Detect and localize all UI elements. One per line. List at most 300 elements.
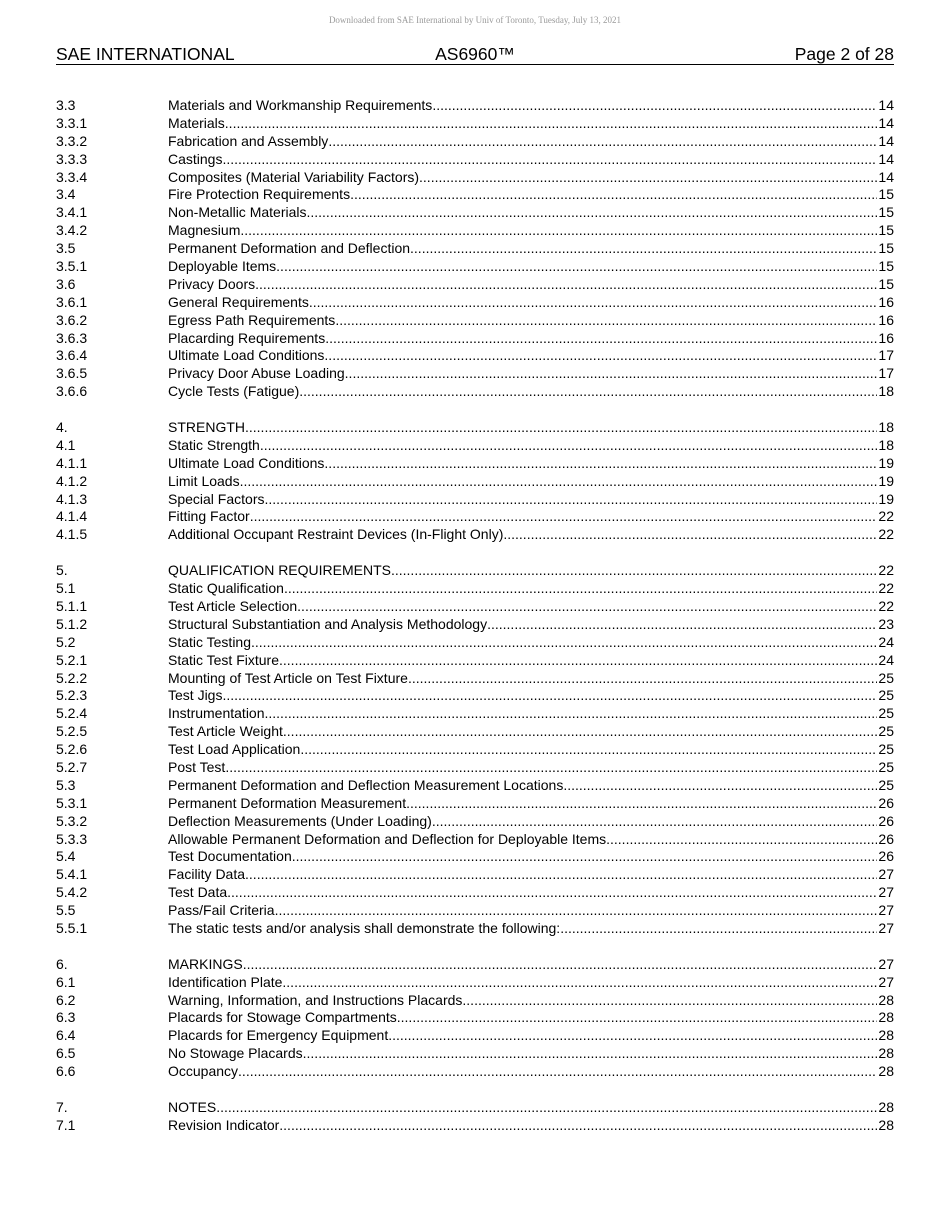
toc-spacer xyxy=(56,938,894,956)
toc-page-number: 28 xyxy=(878,1063,894,1080)
toc-entry-line xyxy=(168,1009,894,1027)
toc-dot-leader xyxy=(328,133,877,151)
page-header xyxy=(56,44,894,65)
toc-section-number: 5.3.1 xyxy=(56,794,88,811)
toc-section-title[interactable]: Permanent Deformation and Deflection xyxy=(168,240,411,257)
toc-section-title[interactable]: No Stowage Placards xyxy=(168,1045,303,1062)
toc-page-number: 28 xyxy=(878,1116,894,1133)
toc-section-title[interactable]: Placarding Requirements xyxy=(168,329,326,346)
toc-entry[interactable] xyxy=(56,508,894,526)
toc-section-title[interactable]: Pass/Fail Criteria xyxy=(168,902,275,919)
toc-page-number: 25 xyxy=(878,758,894,775)
toc-dot-leader xyxy=(255,276,877,294)
toc-dot-leader xyxy=(245,419,877,437)
toc-section-number: 5.4.2 xyxy=(56,884,88,901)
toc-section-number: 4.1.4 xyxy=(56,508,88,525)
toc-entry[interactable] xyxy=(56,473,894,491)
table-of-contents xyxy=(56,97,894,1135)
toc-section-number: 5.3.2 xyxy=(56,812,88,829)
toc-entry[interactable] xyxy=(56,866,894,884)
toc-section-title[interactable]: Castings xyxy=(168,150,223,167)
toc-section-title[interactable]: Test Article Weight xyxy=(168,723,283,740)
toc-page-number: 14 xyxy=(878,97,894,113)
toc-dot-leader xyxy=(292,848,878,866)
toc-entry-line xyxy=(168,598,894,616)
toc-dot-leader xyxy=(606,831,877,849)
toc-dot-leader xyxy=(240,473,878,491)
toc-dot-leader xyxy=(324,347,877,365)
toc-section-title[interactable]: Warning, Information, and Instructions Placards xyxy=(168,991,463,1008)
toc-dot-leader xyxy=(563,777,877,795)
toc-entry-line xyxy=(168,437,894,455)
toc-page-number: 17 xyxy=(878,347,894,364)
toc-entry-line xyxy=(168,97,894,115)
toc-page-number: 25 xyxy=(878,741,894,758)
toc-page-number: 27 xyxy=(878,955,894,972)
toc-dot-leader xyxy=(283,723,878,741)
toc-page-number: 27 xyxy=(878,973,894,990)
toc-entry[interactable] xyxy=(56,652,894,670)
toc-page-number: 19 xyxy=(878,454,894,471)
toc-page-number: 27 xyxy=(878,884,894,901)
toc-entry-line xyxy=(168,473,894,491)
toc-section-title[interactable]: Test Jigs xyxy=(168,687,223,704)
toc-dot-leader xyxy=(306,204,877,222)
toc-dot-leader xyxy=(408,670,877,688)
toc-entry[interactable] xyxy=(56,831,894,849)
toc-entry[interactable] xyxy=(56,258,894,276)
download-watermark: Downloaded from SAE International by Univ of Toronto, Tuesday, July 13, 2021 xyxy=(328,15,622,25)
toc-page-number: 17 xyxy=(878,365,894,382)
toc-entry-line xyxy=(168,491,894,509)
toc-section-title[interactable]: Facility Data xyxy=(168,866,246,883)
toc-entry[interactable] xyxy=(56,920,894,938)
toc-dot-leader xyxy=(276,258,877,276)
toc-page-number: 25 xyxy=(878,669,894,686)
toc-page-number: 27 xyxy=(878,902,894,919)
toc-page-number: 27 xyxy=(878,866,894,883)
toc-section-title[interactable]: Cycle Tests (Fatigue) xyxy=(168,383,300,400)
toc-dot-leader xyxy=(432,813,878,831)
toc-page-number: 14 xyxy=(878,168,894,185)
toc-dot-leader xyxy=(503,526,877,544)
toc-section-number: 3.3.2 xyxy=(56,132,88,149)
toc-page-number: 15 xyxy=(878,204,894,221)
toc-dot-leader xyxy=(462,992,877,1010)
toc-section-number: 6.1 xyxy=(56,973,76,990)
toc-page-number: 18 xyxy=(878,436,894,453)
toc-page-number: 26 xyxy=(878,812,894,829)
toc-section-title[interactable]: Static Test Fixture xyxy=(168,651,280,668)
toc-section-number: 6.5 xyxy=(56,1045,76,1062)
toc-section-number: 4.1 xyxy=(56,436,76,453)
header-page-number: Page 2 of 28 xyxy=(794,44,894,64)
toc-page-number: 28 xyxy=(878,1045,894,1062)
toc-dot-leader xyxy=(279,1117,877,1135)
toc-section-number: 3.4.2 xyxy=(56,222,88,239)
toc-section-number: 5.2.1 xyxy=(56,651,88,668)
toc-page-number: 22 xyxy=(878,562,894,579)
toc-entry-line xyxy=(168,1027,894,1045)
toc-entry-line xyxy=(168,1117,894,1135)
toc-section-title[interactable]: QUALIFICATION REQUIREMENTS xyxy=(168,562,391,579)
toc-entry[interactable] xyxy=(56,598,894,616)
toc-section-title[interactable]: STRENGTH xyxy=(168,419,245,436)
toc-entry[interactable] xyxy=(56,848,894,866)
toc-entry[interactable] xyxy=(56,992,894,1010)
toc-entry-line xyxy=(168,347,894,365)
toc-entry-line xyxy=(168,920,894,938)
toc-entry[interactable] xyxy=(56,240,894,258)
toc-entry[interactable] xyxy=(56,294,894,312)
toc-entry-line xyxy=(168,831,894,849)
toc-section-number: 5.2.2 xyxy=(56,669,88,686)
toc-entry[interactable] xyxy=(56,741,894,759)
toc-page-number: 26 xyxy=(878,848,894,865)
toc-entry-line xyxy=(168,723,894,741)
toc-section-title[interactable]: Fabrication and Assembly xyxy=(168,132,329,149)
toc-dot-leader xyxy=(251,634,877,652)
toc-section-number: 5.2 xyxy=(56,633,76,650)
toc-dot-leader xyxy=(324,455,877,473)
toc-entry[interactable] xyxy=(56,330,894,348)
toc-entry[interactable] xyxy=(56,455,894,473)
toc-entry[interactable] xyxy=(56,222,894,240)
toc-section-title[interactable]: Post Test xyxy=(168,758,226,775)
toc-dot-leader xyxy=(406,795,877,813)
toc-entry-line xyxy=(168,294,894,312)
toc-entry-line xyxy=(168,777,894,795)
toc-section-title[interactable]: Instrumentation xyxy=(168,705,265,722)
toc-section-number: 3.6.1 xyxy=(56,293,88,310)
toc-page-number: 14 xyxy=(878,150,894,167)
toc-entry[interactable] xyxy=(56,97,894,115)
toc-section-title[interactable]: Test Article Selection xyxy=(168,597,298,614)
toc-section-number: 3.6.4 xyxy=(56,347,88,364)
toc-section-number: 5.1 xyxy=(56,580,76,597)
toc-section-title[interactable]: Test Data xyxy=(168,884,228,901)
toc-section-number: 7.1 xyxy=(56,1116,76,1133)
toc-section-number: 4.1.1 xyxy=(56,454,88,471)
toc-section-title[interactable]: Identification Plate xyxy=(168,973,283,990)
toc-entry[interactable] xyxy=(56,634,894,652)
toc-section-title[interactable]: Non-Metallic Materials xyxy=(168,204,307,221)
toc-entry-line xyxy=(168,1099,894,1117)
toc-entry[interactable] xyxy=(56,777,894,795)
toc-section-number: 7. xyxy=(56,1098,68,1115)
toc-section-number: 3.5 xyxy=(56,240,76,257)
toc-entry-line xyxy=(168,1063,894,1081)
toc-dot-leader xyxy=(284,580,877,598)
toc-entry[interactable] xyxy=(56,562,894,580)
toc-page-number: 22 xyxy=(878,580,894,597)
toc-dot-leader xyxy=(419,169,877,187)
toc-entry-line xyxy=(168,705,894,723)
toc-entry-line xyxy=(168,813,894,831)
toc-section-number: 5.1.1 xyxy=(56,597,88,614)
toc-section-number: 3.4 xyxy=(56,186,76,203)
toc-section-title[interactable]: Additional Occupant Restraint Devices (In-Flight Only) xyxy=(168,526,504,543)
toc-section-title[interactable]: Privacy Door Abuse Loading xyxy=(168,365,345,382)
toc-entry[interactable] xyxy=(56,133,894,151)
toc-page-number: 19 xyxy=(878,490,894,507)
toc-entry-line xyxy=(168,687,894,705)
toc-dot-leader xyxy=(560,920,877,938)
toc-page-number: 23 xyxy=(878,615,894,632)
toc-entry-line xyxy=(168,1045,894,1063)
toc-dot-leader xyxy=(243,956,878,974)
toc-section-title[interactable]: Deployable Items xyxy=(168,258,277,275)
toc-section-title[interactable]: Fitting Factor xyxy=(168,508,250,525)
toc-section-title[interactable]: Static Strength xyxy=(168,436,260,453)
toc-section-title[interactable]: Egress Path Requirements xyxy=(168,311,336,328)
toc-page-number: 26 xyxy=(878,830,894,847)
toc-section-number: 3.6.6 xyxy=(56,383,88,400)
toc-entry[interactable] xyxy=(56,705,894,723)
toc-entry-line xyxy=(168,186,894,204)
toc-entry-line xyxy=(168,670,894,688)
toc-section-title[interactable]: Composites (Material Variability Factors) xyxy=(168,168,420,185)
toc-dot-leader xyxy=(260,437,878,455)
toc-page-number: 18 xyxy=(878,383,894,400)
toc-entry-line xyxy=(168,616,894,634)
toc-entry[interactable] xyxy=(56,151,894,169)
toc-dot-leader xyxy=(325,330,877,348)
toc-entry[interactable] xyxy=(56,115,894,133)
toc-entry-line xyxy=(168,956,894,974)
toc-section-number: 3.6 xyxy=(56,275,76,292)
toc-entry[interactable] xyxy=(56,1027,894,1045)
toc-entry-line xyxy=(168,526,894,544)
toc-page-number: 22 xyxy=(878,508,894,525)
toc-entry-line xyxy=(168,115,894,133)
toc-dot-leader xyxy=(350,186,877,204)
toc-entry[interactable] xyxy=(56,723,894,741)
toc-entry-line xyxy=(168,508,894,526)
toc-entry-line xyxy=(168,866,894,884)
toc-section-title[interactable]: Permanent Deformation Measurement xyxy=(168,794,407,811)
toc-dot-leader xyxy=(487,616,877,634)
toc-dot-leader xyxy=(216,1099,877,1117)
toc-spacer xyxy=(56,1081,894,1099)
toc-section-title[interactable]: Test Load Application xyxy=(168,741,301,758)
toc-dot-leader xyxy=(279,652,877,670)
toc-dot-leader xyxy=(388,1027,877,1045)
toc-section-number: 5.2.7 xyxy=(56,758,88,775)
toc-entry[interactable] xyxy=(56,1045,894,1063)
toc-page-number: 18 xyxy=(878,419,894,436)
toc-section-title[interactable]: Test Documentation xyxy=(168,848,292,865)
toc-entry-line xyxy=(168,240,894,258)
toc-dot-leader xyxy=(345,365,878,383)
toc-entry[interactable] xyxy=(56,526,894,544)
toc-section-number: 4.1.2 xyxy=(56,472,88,489)
toc-page-number: 16 xyxy=(878,329,894,346)
toc-page-number: 25 xyxy=(878,687,894,704)
toc-section-number: 5.2.6 xyxy=(56,741,88,758)
toc-section-number: 5.1.2 xyxy=(56,615,88,632)
toc-entry-line xyxy=(168,419,894,437)
toc-entry[interactable] xyxy=(56,347,894,365)
toc-entry-line xyxy=(168,276,894,294)
toc-section-number: 3.3.3 xyxy=(56,150,88,167)
toc-dot-leader xyxy=(335,312,877,330)
toc-dot-leader xyxy=(222,151,877,169)
toc-section-title[interactable]: Allowable Permanent Deformation and Deflection for Deployable Items xyxy=(168,830,607,847)
toc-entry-line xyxy=(168,258,894,276)
toc-dot-leader xyxy=(250,508,878,526)
toc-section-title[interactable]: Mounting of Test Article on Test Fixture xyxy=(168,669,408,686)
toc-section-title[interactable]: Fire Protection Requirements xyxy=(168,186,351,203)
toc-entry[interactable] xyxy=(56,1063,894,1081)
toc-entry[interactable] xyxy=(56,204,894,222)
toc-section-title[interactable]: Placards for Emergency Equipment xyxy=(168,1027,389,1044)
toc-entry-line xyxy=(168,455,894,473)
toc-page-number: 25 xyxy=(878,776,894,793)
toc-section-title[interactable]: Limit Loads xyxy=(168,472,240,489)
toc-section-title[interactable]: Materials and Workmanship Requirements xyxy=(168,97,433,113)
toc-page-number: 27 xyxy=(878,919,894,936)
toc-section-title[interactable]: Special Factors xyxy=(168,490,265,507)
toc-section-number: 5.2.3 xyxy=(56,687,88,704)
toc-section-number: 5.2.5 xyxy=(56,723,88,740)
toc-section-number: 3.6.5 xyxy=(56,365,88,382)
toc-entry[interactable] xyxy=(56,813,894,831)
toc-entry[interactable] xyxy=(56,1117,894,1135)
toc-entry[interactable] xyxy=(56,687,894,705)
toc-dot-leader xyxy=(282,974,877,992)
toc-section-title[interactable]: Static Qualification xyxy=(168,580,284,597)
toc-entry[interactable] xyxy=(56,1099,894,1117)
toc-entry-line xyxy=(168,795,894,813)
toc-entry[interactable] xyxy=(56,884,894,902)
toc-entry-line xyxy=(168,884,894,902)
toc-entry-line xyxy=(168,974,894,992)
toc-entry[interactable] xyxy=(56,419,894,437)
toc-section-title[interactable]: Ultimate Load Conditions xyxy=(168,454,325,471)
toc-entry[interactable] xyxy=(56,616,894,634)
toc-entry[interactable] xyxy=(56,670,894,688)
toc-page-number: 14 xyxy=(878,132,894,149)
toc-dot-leader xyxy=(264,491,877,509)
toc-entry-line xyxy=(168,759,894,777)
toc-section-title[interactable]: Ultimate Load Conditions xyxy=(168,347,325,364)
toc-dot-leader xyxy=(227,884,877,902)
toc-entry-line xyxy=(168,383,894,401)
toc-dot-leader xyxy=(225,759,877,777)
toc-page-number: 15 xyxy=(878,240,894,257)
toc-spacer xyxy=(56,544,894,562)
toc-section-title[interactable]: Occupancy xyxy=(168,1063,239,1080)
toc-entry[interactable] xyxy=(56,1009,894,1027)
toc-page-number: 28 xyxy=(878,1027,894,1044)
toc-dot-leader xyxy=(410,240,877,258)
toc-page-number: 26 xyxy=(878,794,894,811)
toc-entry[interactable] xyxy=(56,956,894,974)
toc-dot-leader xyxy=(432,97,877,115)
toc-entry-line xyxy=(168,634,894,652)
toc-section-number: 5.3.3 xyxy=(56,830,88,847)
toc-dot-leader xyxy=(222,687,877,705)
toc-section-title[interactable]: Structural Substantiation and Analysis Methodology xyxy=(168,615,488,632)
toc-entry-line xyxy=(168,204,894,222)
toc-entry[interactable] xyxy=(56,276,894,294)
toc-dot-leader xyxy=(240,222,877,240)
toc-entry[interactable] xyxy=(56,169,894,187)
toc-page-number: 25 xyxy=(878,705,894,722)
toc-section-number: 3.3.1 xyxy=(56,114,88,131)
toc-section-number: 3.3 xyxy=(56,97,76,113)
toc-dot-leader xyxy=(297,598,877,616)
toc-dot-leader xyxy=(245,866,877,884)
toc-section-title[interactable]: Static Testing xyxy=(168,633,252,650)
toc-section-number: 6.6 xyxy=(56,1063,76,1080)
toc-dot-leader xyxy=(309,294,878,312)
toc-page-number: 22 xyxy=(878,597,894,614)
toc-page-number: 28 xyxy=(878,991,894,1008)
toc-section-number: 3.3.4 xyxy=(56,168,88,185)
toc-section-number: 6.3 xyxy=(56,1009,76,1026)
toc-entry-line xyxy=(168,222,894,240)
toc-entry[interactable] xyxy=(56,902,894,920)
toc-entry-line xyxy=(168,169,894,187)
toc-entry[interactable] xyxy=(56,186,894,204)
toc-section-title[interactable]: Permanent Deformation and Deflection Measurement Locations xyxy=(168,776,564,793)
toc-page-number: 15 xyxy=(878,275,894,292)
toc-entry[interactable] xyxy=(56,365,894,383)
toc-entry-line xyxy=(168,562,894,580)
toc-entry[interactable] xyxy=(56,437,894,455)
toc-section-number: 3.4.1 xyxy=(56,204,88,221)
toc-page-number: 14 xyxy=(878,114,894,131)
toc-page-number: 28 xyxy=(878,1009,894,1026)
toc-section-number: 4. xyxy=(56,419,68,436)
toc-section-title[interactable]: Materials xyxy=(168,114,225,131)
toc-entry-line xyxy=(168,330,894,348)
toc-dot-leader xyxy=(225,115,878,133)
toc-section-number: 6. xyxy=(56,955,68,972)
toc-dot-leader xyxy=(299,383,877,401)
toc-section-title[interactable]: MARKINGS xyxy=(168,955,243,972)
toc-section-title[interactable]: General Requirements xyxy=(168,293,309,310)
toc-dot-leader xyxy=(391,562,877,580)
toc-section-number: 5. xyxy=(56,562,68,579)
toc-section-number: 5.5 xyxy=(56,902,76,919)
toc-entry[interactable] xyxy=(56,491,894,509)
toc-section-number: 3.5.1 xyxy=(56,258,88,275)
toc-section-title[interactable]: Privacy Doors xyxy=(168,275,256,292)
toc-entry[interactable] xyxy=(56,312,894,330)
toc-section-title[interactable]: NOTES xyxy=(168,1098,217,1115)
toc-entry-line xyxy=(168,848,894,866)
toc-page-number: 16 xyxy=(878,293,894,310)
toc-page-number: 19 xyxy=(878,472,894,489)
toc-entry[interactable] xyxy=(56,580,894,598)
toc-section-title[interactable]: The static tests and/or analysis shall demonstrate the following: xyxy=(168,919,561,936)
toc-entry[interactable] xyxy=(56,759,894,777)
toc-entry[interactable] xyxy=(56,974,894,992)
toc-section-number: 4.1.5 xyxy=(56,526,88,543)
toc-section-title[interactable]: Placards for Stowage Compartments xyxy=(168,1009,397,1026)
toc-entry[interactable] xyxy=(56,383,894,401)
toc-section-title[interactable]: Magnesium xyxy=(168,222,241,239)
toc-section-number: 6.2 xyxy=(56,991,76,1008)
header-document-id: AS6960™ xyxy=(435,44,515,64)
toc-section-title[interactable]: Deflection Measurements (Under Loading) xyxy=(168,812,432,829)
toc-section-title[interactable]: Revision Indicator xyxy=(168,1116,280,1133)
toc-entry[interactable] xyxy=(56,795,894,813)
toc-entry-line xyxy=(168,902,894,920)
